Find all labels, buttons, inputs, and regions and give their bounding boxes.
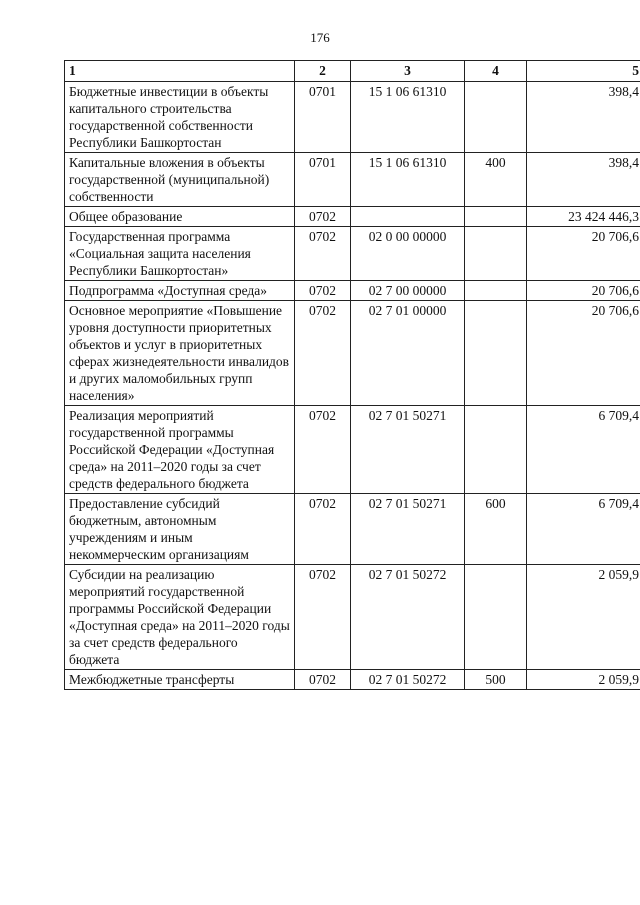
table-row: [65, 494, 640, 565]
row-section: 0701: [295, 153, 351, 207]
row-name: Субсидии на реализацию мероприятий государственной программы Российской Федерации «Доступная среда» на 2011–2020 годы за счет средств федерального бюджета: [65, 565, 295, 670]
header-col-3: 3: [351, 61, 465, 82]
row-name: Подпрограмма «Доступная среда»: [65, 281, 295, 301]
header-col-5: 5: [527, 61, 640, 82]
header-col-2: 2: [295, 61, 351, 82]
table-row: [65, 565, 640, 670]
row-expense: [465, 207, 527, 227]
row-expense: [465, 227, 527, 281]
row-target: 02 7 01 50271: [351, 494, 465, 565]
budget-table: [64, 60, 640, 690]
row-expense: [465, 82, 527, 153]
row-name: Государственная программа «Социальная защита населения Республики Башкортостан»: [65, 227, 295, 281]
row-amount: 2 059,9: [527, 565, 640, 670]
row-name: Межбюджетные трансферты: [65, 670, 295, 690]
row-expense: [465, 565, 527, 670]
row-section: 0701: [295, 82, 351, 153]
row-section: 0702: [295, 227, 351, 281]
row-target: 02 0 00 00000: [351, 227, 465, 281]
row-target: 15 1 06 61310: [351, 153, 465, 207]
row-expense: 400: [465, 153, 527, 207]
row-target: 02 7 01 50272: [351, 670, 465, 690]
row-expense: 500: [465, 670, 527, 690]
row-expense: 600: [465, 494, 527, 565]
page-number: 176: [310, 30, 330, 45]
row-section: 0702: [295, 301, 351, 406]
row-section: 0702: [295, 207, 351, 227]
row-name: Бюджетные инвестиции в объекты капитального строительства государственной собственности Республики Башкортостан: [65, 82, 295, 153]
row-expense: [465, 281, 527, 301]
row-section: 0702: [295, 494, 351, 565]
row-name: Реализация мероприятий государственной программы Российской Федерации «Доступная среда» на 2011–2020 годы за счет средств федерального бюджета: [65, 406, 295, 494]
row-amount: 20 706,6: [527, 281, 640, 301]
row-expense: [465, 301, 527, 406]
row-amount: 2 059,9: [527, 670, 640, 690]
row-target: 02 7 01 00000: [351, 301, 465, 406]
row-name: Общее образование: [65, 207, 295, 227]
row-target: [351, 207, 465, 227]
row-section: 0702: [295, 281, 351, 301]
row-target: 02 7 00 00000: [351, 281, 465, 301]
row-section: 0702: [295, 565, 351, 670]
table-row: [65, 301, 640, 406]
table-row: [65, 82, 640, 153]
header-col-1: 1: [65, 61, 295, 82]
row-amount: 6 709,4: [527, 406, 640, 494]
table-row: [65, 670, 640, 690]
row-amount: 20 706,6: [527, 301, 640, 406]
row-amount: 6 709,4: [527, 494, 640, 565]
row-amount: 398,4: [527, 153, 640, 207]
row-amount: 20 706,6: [527, 227, 640, 281]
row-expense: [465, 406, 527, 494]
row-amount: 23 424 446,3: [527, 207, 640, 227]
row-target: 02 7 01 50272: [351, 565, 465, 670]
table-row: [65, 207, 640, 227]
table-header-row: [65, 61, 640, 82]
row-section: 0702: [295, 670, 351, 690]
row-amount: 398,4: [527, 82, 640, 153]
table-row: [65, 281, 640, 301]
header-col-4: 4: [465, 61, 527, 82]
row-name: Основное мероприятие «Повышение уровня доступности приоритетных объектов и услуг в приоритетных сферах жизнедеятельности инвалидов и других маломобильных групп населения»: [65, 301, 295, 406]
row-name: Предоставление субсидий бюджетным, автономным учреждениям и иным некоммерческим организациям: [65, 494, 295, 565]
row-section: 0702: [295, 406, 351, 494]
row-target: 15 1 06 61310: [351, 82, 465, 153]
row-name: Капитальные вложения в объекты государственной (муниципальной) собственности: [65, 153, 295, 207]
table-row: [65, 406, 640, 494]
row-target: 02 7 01 50271: [351, 406, 465, 494]
table-row: [65, 227, 640, 281]
table-row: [65, 153, 640, 207]
